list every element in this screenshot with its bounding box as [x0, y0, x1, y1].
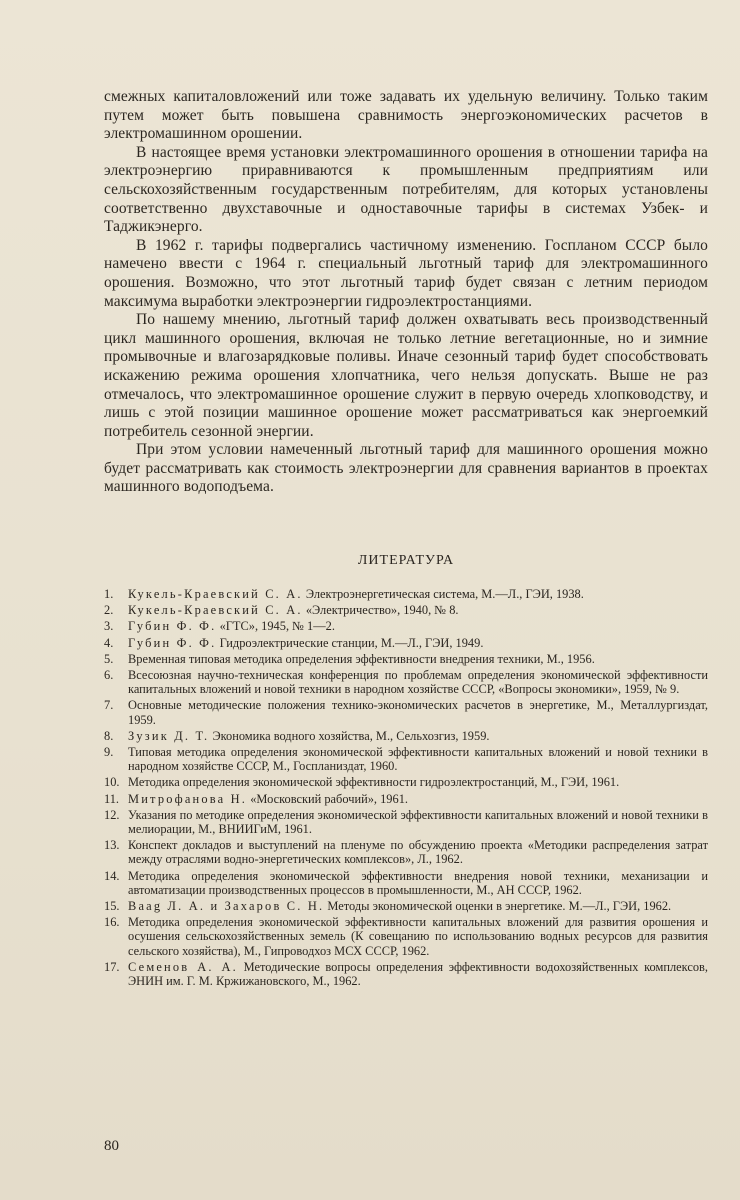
reference-title: «ГТС», 1945, № 1—2. — [219, 619, 335, 634]
reference-item — [104, 869, 708, 897]
reference-title: Методика определения экономической эффективности капитальных вложений для развития орошения и осушения сельскохозяйственных земель (К совещанию по использованию водных ресурсов для развития сельского хозяйства), М., Гипроводхоз МСХ СССР, 1962. — [128, 915, 708, 958]
reference-author: Митрофанова Н. — [128, 791, 248, 806]
reference-item — [104, 619, 708, 633]
page-number: 80 — [104, 1138, 119, 1154]
reference-text — [128, 729, 708, 743]
reference-title: Электроэнергетическая система, М.—Л., ГЭИ, 1938. — [305, 587, 584, 601]
paragraph: В настоящее время установки электромашинного орошения в отношении тарифа на электроэнергию приравниваются к промышленным предприятиям или сельскохозяйственным государственным потребителям, для которых установлены соответственно двухставочные и одноставочные тарифы в системах Узбек- и Таджикэнерго. — [104, 143, 708, 236]
reference-author: Зузик Д. Т. — [128, 728, 210, 743]
reference-number: 2. — [104, 603, 114, 618]
body-text — [104, 88, 708, 497]
reference-title: Временная типовая методика определения эффективности внедрения техники, М., 1956. — [128, 651, 595, 666]
reference-text — [128, 636, 708, 650]
reference-text — [128, 619, 708, 633]
reference-title: Типовая методика определения экономической эффективности капитальных вложений и новой техники в народном хозяйстве СССР, М., Госпланиздат, 1960. — [128, 745, 708, 774]
reference-item — [104, 838, 708, 866]
paragraph: смежных капиталовложений или тоже задавать их удельную величину. Только таким путем может быть повышена сравнимость энергоэкономических расчетов в электромашинном орошении. — [104, 88, 708, 143]
reference-item — [104, 960, 708, 988]
reference-text — [128, 915, 708, 958]
reference-title: Указания по методике определения экономической эффективности капитальных вложений и новой техники в мелиорации, М., ВНИИГиМ, 1961. — [128, 807, 708, 837]
reference-number: 17. — [104, 959, 120, 974]
reference-text — [128, 698, 708, 726]
reference-title: Конспект докладов и выступлений на пленуме по обсуждению проекта «Методики распределения затрат между отраслями водно-энергетических комплексов», Л., 1962. — [128, 838, 708, 867]
reference-item — [104, 745, 708, 773]
reference-item — [104, 775, 708, 789]
reference-number: 11. — [104, 791, 120, 806]
paragraph: При этом условии намеченный льготный тариф для машинного орошения можно будет рассматривать как стоимость электроэнергии для сравнения вариантов в проектах машинного водоподъема. — [104, 441, 708, 496]
reference-author: Семенов А. А. — [128, 959, 238, 974]
paragraph: В 1962 г. тарифы подвергались частичному изменению. Госпланом СССР было намечено ввести с 1964 г. специальный льготный тариф для электромашинного орошения. Возможно, что этот льготный тариф будет связан с летним периодом максимума выработки электроэнергии гидроэлектростанциями. — [104, 236, 708, 310]
reference-number: 4. — [104, 635, 114, 650]
reference-author: Ваag Л. А. и Захаров С. Н. — [128, 899, 325, 914]
reference-text — [128, 745, 708, 773]
reference-number: 13. — [104, 838, 120, 853]
reference-number: 15. — [104, 899, 120, 914]
reference-item — [104, 698, 708, 726]
reference-text — [128, 668, 708, 696]
reference-item — [104, 915, 708, 958]
reference-number: 6. — [104, 668, 114, 683]
literature-heading: ЛИТЕРАТУРА — [357, 553, 455, 568]
reference-text — [128, 960, 708, 988]
reference-text — [128, 792, 708, 806]
reference-item — [104, 587, 708, 601]
reference-text — [128, 838, 708, 866]
reference-author: Кукель-Краевский С. А. — [128, 603, 303, 618]
reference-title: Методические вопросы определения эффективности водохозяйственных комплексов, ЭНИН им. Г. М. Кржижановского, М., 1962. — [128, 959, 708, 989]
references-list — [104, 587, 708, 990]
reference-title: Методы экономической оценки в энергетике. М.—Л., ГЭИ, 1962. — [327, 899, 672, 914]
reference-text — [128, 808, 708, 836]
reference-number: 12. — [104, 807, 120, 822]
reference-text — [128, 899, 708, 913]
reference-title: Методика определения экономической эффективности внедрения новой техники, механизации и автоматизации производственных процессов в промышленности, М., АН СССР, 1962. — [128, 868, 708, 897]
reference-text — [128, 775, 708, 789]
reference-number: 7. — [104, 698, 114, 713]
reference-item — [104, 652, 708, 666]
reference-text — [128, 652, 708, 666]
reference-number: 9. — [104, 745, 114, 760]
reference-item — [104, 668, 708, 696]
reference-title: Экономика водного хозяйства, М., Сельхозгиз, 1959. — [212, 728, 490, 743]
reference-item — [104, 729, 708, 743]
reference-item — [104, 792, 708, 806]
reference-item — [104, 808, 708, 836]
reference-title: «Электричество», 1940, № 8. — [305, 603, 459, 618]
reference-number: 3. — [104, 619, 114, 634]
reference-title: Методика определения экономической эффективности гидроэлектростанций, М., ГЭИ, 1961. — [128, 775, 620, 790]
reference-author: Губин Ф. Ф. — [128, 619, 217, 634]
reference-number: 5. — [104, 651, 114, 666]
reference-number: 14. — [104, 868, 120, 883]
reference-title: Всесоюзная научно-техническая конференция по проблемам определения экономической эффективности капитальных вложений и новой техники в народном хозяйстве СССР, «Вопросы экономики», 1959, № 9. — [128, 668, 708, 697]
reference-title: «Московский рабочий», 1961. — [250, 791, 408, 806]
reference-title: Гидроэлектрические станции, М.—Л., ГЭИ, 1949. — [219, 635, 484, 650]
reference-number: 8. — [104, 728, 114, 743]
reference-text — [128, 587, 708, 601]
reference-number: 16. — [104, 915, 120, 930]
reference-text — [128, 603, 708, 617]
reference-text — [128, 869, 708, 897]
reference-title: Основные методические положения технико-экономических расчетов в энергетике, М., Металлургиздат, 1959. — [128, 698, 708, 727]
reference-number: 1. — [104, 587, 114, 601]
reference-author: Кукель-Краевский С. А. — [128, 587, 303, 601]
reference-item — [104, 636, 708, 650]
reference-author: Губин Ф. Ф. — [128, 635, 217, 650]
reference-item — [104, 603, 708, 617]
reference-item — [104, 899, 708, 913]
paragraph: По нашему мнению, льготный тариф должен охватывать весь производственный цикл машинного орошения, включая не только летние вегетационные, но и зимние промывочные и влагозарядковые поливы. Иначе сезонный тариф будет способствовать искажению режима орошения хлопчатника, чего нельзя допускать. Выше не раз отмечалось, что электромашинное орошение служит в первую очередь хлопководству, и лишь с этой позиции машинное орошение может рассматриваться как энергоемкий потребитель сезонной энергии. — [104, 311, 708, 440]
reference-number: 10. — [104, 775, 120, 790]
